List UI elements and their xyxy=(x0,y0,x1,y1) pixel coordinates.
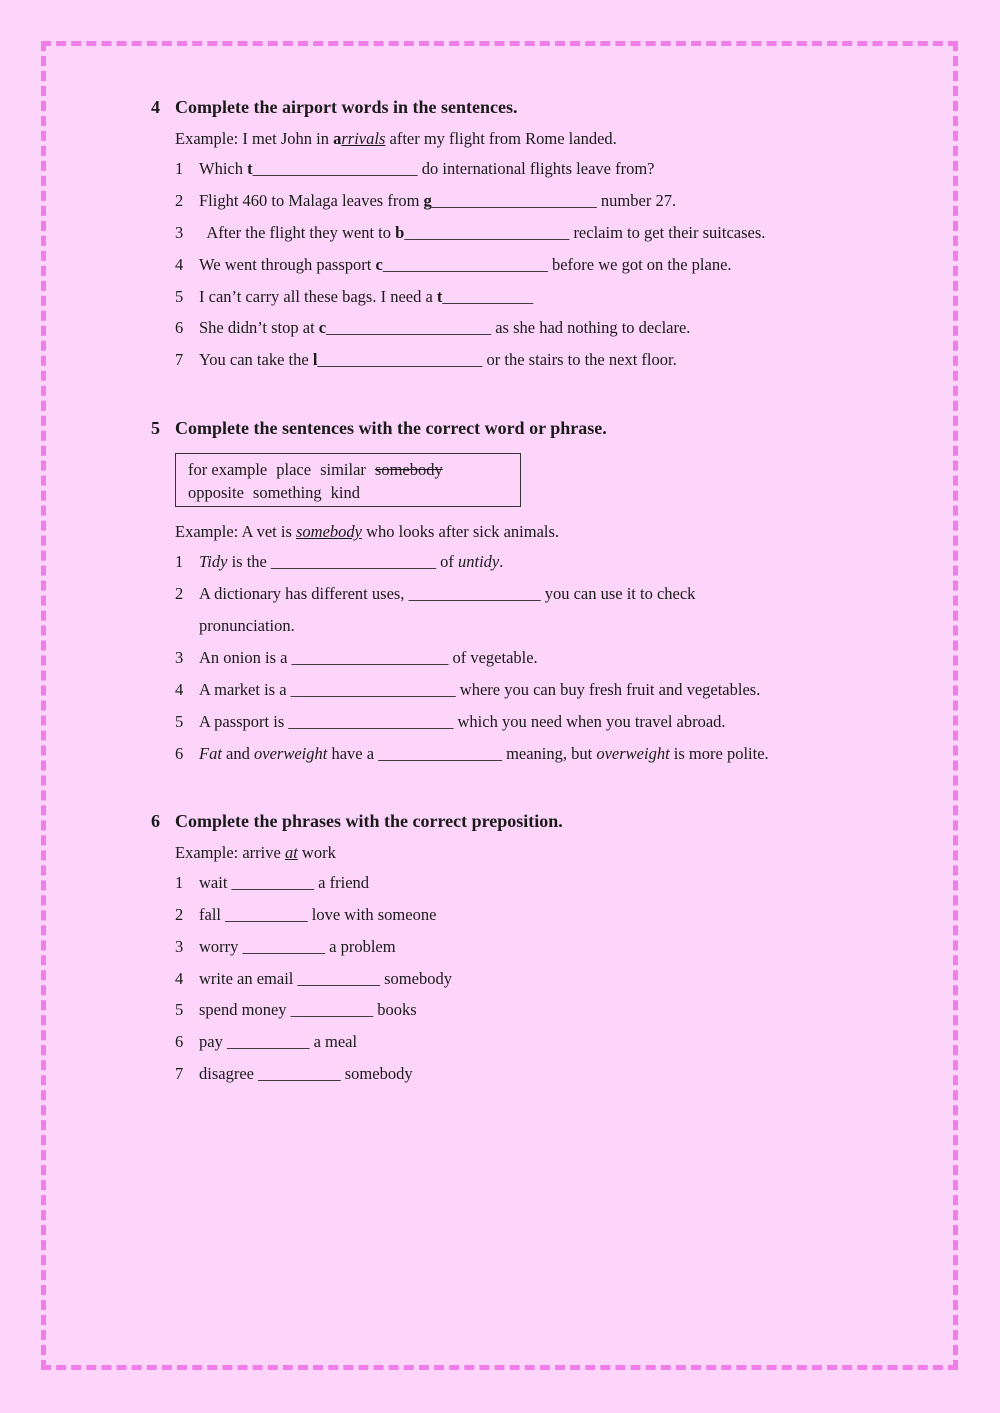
text-fragment: 2 xyxy=(175,905,184,924)
text-fragment: is the xyxy=(227,552,271,571)
text-fragment: 2 xyxy=(175,191,184,210)
text-fragment: rrivals xyxy=(341,129,386,148)
exercise-6-item-5 xyxy=(175,1000,417,1020)
text-fragment: untidy xyxy=(457,552,500,571)
text-fragment: overweight xyxy=(596,744,670,763)
exercise-6-item-4 xyxy=(175,969,452,989)
text-fragment: after my flight from Rome landed. xyxy=(385,129,617,148)
text-fragment: 5 xyxy=(175,712,184,731)
exercise-4-item-6 xyxy=(175,318,690,338)
text-fragment: Fat xyxy=(199,744,222,763)
exercise-4-heading xyxy=(151,96,911,118)
text-fragment: have a xyxy=(327,744,379,763)
answer-blank[interactable]: ____________________ xyxy=(404,223,570,242)
text-fragment: 5 xyxy=(175,287,184,306)
text-fragment: disagree xyxy=(199,1064,259,1083)
text-fragment: somebody xyxy=(296,522,362,541)
text-fragment: Flight 460 to Malaga leaves from xyxy=(199,191,424,210)
answer-blank[interactable]: __________ xyxy=(290,1000,374,1019)
text-fragment: is more polite. xyxy=(669,744,769,763)
exercise-6-item-7 xyxy=(175,1064,413,1084)
text-fragment: c xyxy=(318,318,327,337)
exercise-5-item-2 xyxy=(175,584,695,604)
text-fragment: t xyxy=(247,159,253,178)
text-fragment: t xyxy=(436,287,443,306)
text-fragment: She didn’t stop at xyxy=(199,318,319,337)
exercise-4-item-5 xyxy=(175,287,533,307)
text-fragment: Complete the sentences with the correct word or phrase. xyxy=(175,418,607,438)
answer-blank[interactable]: ____________________ xyxy=(270,552,436,571)
text-fragment: g xyxy=(423,191,432,210)
answer-blank[interactable]: ____________________ xyxy=(317,350,483,369)
text-fragment: a xyxy=(333,129,342,148)
exercise-6-item-1 xyxy=(175,873,369,893)
text-fragment: Example: A vet is xyxy=(175,522,296,541)
text-fragment: c xyxy=(375,255,383,274)
text-fragment: Which xyxy=(199,159,248,178)
text-fragment: something xyxy=(252,483,322,502)
exercise-5-item-2-cont xyxy=(199,616,295,636)
text-fragment: After the flight they went to xyxy=(199,223,396,242)
text-fragment: 4 xyxy=(151,97,160,117)
answer-blank[interactable]: __________ xyxy=(297,969,381,988)
text-fragment: somebody xyxy=(340,1064,413,1083)
exercise-4-item-1 xyxy=(175,159,655,179)
text-fragment: of xyxy=(435,552,458,571)
exercise-4-item-3 xyxy=(175,223,765,243)
text-fragment: You can take the xyxy=(199,350,313,369)
text-fragment: A passport is xyxy=(199,712,289,731)
answer-blank[interactable]: __________ xyxy=(242,937,326,956)
answer-blank[interactable]: _______________ xyxy=(378,744,502,763)
text-fragment: 3 xyxy=(175,937,184,956)
word-box-row xyxy=(188,458,508,481)
text-fragment: before we got on the plane. xyxy=(547,255,732,274)
text-fragment: 4 xyxy=(175,680,184,699)
answer-blank[interactable]: ___________________ xyxy=(291,648,449,667)
exercise-5-example xyxy=(175,522,559,542)
text-fragment: fall xyxy=(199,905,226,924)
text-fragment: pay xyxy=(199,1032,227,1051)
text-fragment: Tidy xyxy=(199,552,228,571)
exercise-6-heading xyxy=(151,810,911,832)
exercise-4-item-7 xyxy=(175,350,677,370)
text-fragment: a problem xyxy=(325,937,396,956)
text-fragment: We went through passport xyxy=(199,255,376,274)
text-fragment: for example xyxy=(188,460,268,479)
text-fragment: 5 xyxy=(151,418,160,438)
exercise-5-heading xyxy=(151,417,911,439)
text-fragment: 3 xyxy=(175,648,184,667)
text-fragment: somebody xyxy=(380,969,452,988)
text-fragment: Example: I met John in xyxy=(175,129,334,148)
text-fragment: . xyxy=(499,552,504,571)
exercise-5-item-4 xyxy=(175,680,760,700)
word-box-row xyxy=(188,481,508,504)
answer-blank[interactable]: ____________________ xyxy=(431,191,597,210)
exercise-4-item-2 xyxy=(175,191,676,211)
answer-blank[interactable]: ____________________ xyxy=(252,159,418,178)
text-fragment: place xyxy=(276,460,312,479)
text-fragment: overweight xyxy=(254,744,328,763)
text-fragment: 1 xyxy=(175,873,184,892)
text-fragment: reclaim to get their suitcases. xyxy=(569,223,766,242)
text-fragment: at xyxy=(284,843,298,862)
exercise-4-example xyxy=(175,129,617,149)
text-fragment: 7 xyxy=(175,1064,184,1083)
word-box xyxy=(175,453,521,507)
text-fragment: 6 xyxy=(151,811,160,831)
exercise-5-item-5 xyxy=(175,712,726,732)
answer-blank[interactable]: ___________ xyxy=(442,287,534,306)
crossed-out-word: somebody xyxy=(374,460,443,479)
text-fragment: l xyxy=(312,350,318,369)
exercise-6-item-6 xyxy=(175,1032,357,1052)
exercise-6-item-3 xyxy=(175,937,396,957)
text-fragment: 7 xyxy=(175,350,184,369)
text-fragment: which you need when you travel abroad. xyxy=(453,712,726,731)
answer-blank[interactable]: ____________________ xyxy=(326,318,492,337)
answer-blank[interactable]: __________ xyxy=(226,1032,310,1051)
text-fragment: A dictionary has different uses, xyxy=(199,584,409,603)
text-fragment: worry xyxy=(199,937,243,956)
exercise-4 xyxy=(151,96,911,369)
text-fragment: opposite xyxy=(188,483,244,502)
text-fragment: kind xyxy=(330,483,361,502)
text-fragment: a meal xyxy=(309,1032,358,1051)
text-fragment: write an email xyxy=(199,969,298,988)
exercise-6-item-2 xyxy=(175,905,436,925)
text-fragment: Example: arrive xyxy=(175,843,285,862)
text-fragment: 2 xyxy=(175,584,184,603)
text-fragment: number 27. xyxy=(596,191,677,210)
text-fragment: work xyxy=(297,843,336,862)
answer-blank[interactable]: ____________________ xyxy=(288,712,454,731)
answer-blank[interactable]: ________________ xyxy=(408,584,541,603)
text-fragment: 4 xyxy=(175,255,184,274)
text-fragment: An onion is a xyxy=(199,648,292,667)
text-fragment: pronunciation. xyxy=(199,616,295,635)
exercise-5 xyxy=(151,417,911,763)
exercise-4-item-4 xyxy=(175,255,732,275)
text-fragment: as she had nothing to declare. xyxy=(491,318,691,337)
text-fragment: where you can buy fresh fruit and vegetables. xyxy=(455,680,761,699)
text-fragment: 6 xyxy=(175,318,184,337)
text-fragment: a friend xyxy=(314,873,370,892)
text-fragment: or the stairs to the next floor. xyxy=(482,350,677,369)
text-fragment: 1 xyxy=(175,159,184,178)
exercise-5-item-1 xyxy=(175,552,503,572)
text-fragment: 6 xyxy=(175,1032,184,1051)
text-fragment: and xyxy=(221,744,254,763)
exercise-5-item-6 xyxy=(175,744,769,764)
text-fragment: spend money xyxy=(199,1000,291,1019)
text-fragment: do international flights leave from? xyxy=(417,159,655,178)
answer-blank[interactable]: __________ xyxy=(258,1064,341,1083)
text-fragment: similar xyxy=(320,460,366,479)
text-fragment: 3 xyxy=(175,223,184,242)
exercise-6 xyxy=(151,810,911,1083)
text-fragment: 4 xyxy=(175,969,184,988)
answer-blank[interactable]: ____________________ xyxy=(290,680,456,699)
text-fragment: wait xyxy=(199,873,232,892)
text-fragment: who looks after sick animals. xyxy=(361,522,560,541)
text-fragment: meaning, but xyxy=(501,744,597,763)
text-fragment: you can use it to check xyxy=(540,584,696,603)
answer-blank[interactable]: ____________________ xyxy=(382,255,548,274)
text-fragment: 6 xyxy=(175,744,184,763)
text-fragment: books xyxy=(373,1000,417,1019)
text-fragment: Complete the airport words in the sentences. xyxy=(175,97,518,117)
text-fragment: of vegetable. xyxy=(448,648,538,667)
text-fragment: 5 xyxy=(175,1000,184,1019)
answer-blank[interactable]: __________ xyxy=(225,905,308,924)
text-fragment: I can’t carry all these bags. I need a xyxy=(199,287,437,306)
exercise-6-example xyxy=(175,843,336,863)
text-fragment: love with someone xyxy=(307,905,437,924)
text-fragment: 1 xyxy=(175,552,184,571)
text-fragment: Complete the phrases with the correct preposition. xyxy=(175,811,563,831)
exercise-5-item-3 xyxy=(175,648,538,668)
answer-blank[interactable]: __________ xyxy=(231,873,315,892)
text-fragment: b xyxy=(395,223,405,242)
text-fragment: A market is a xyxy=(199,680,291,699)
